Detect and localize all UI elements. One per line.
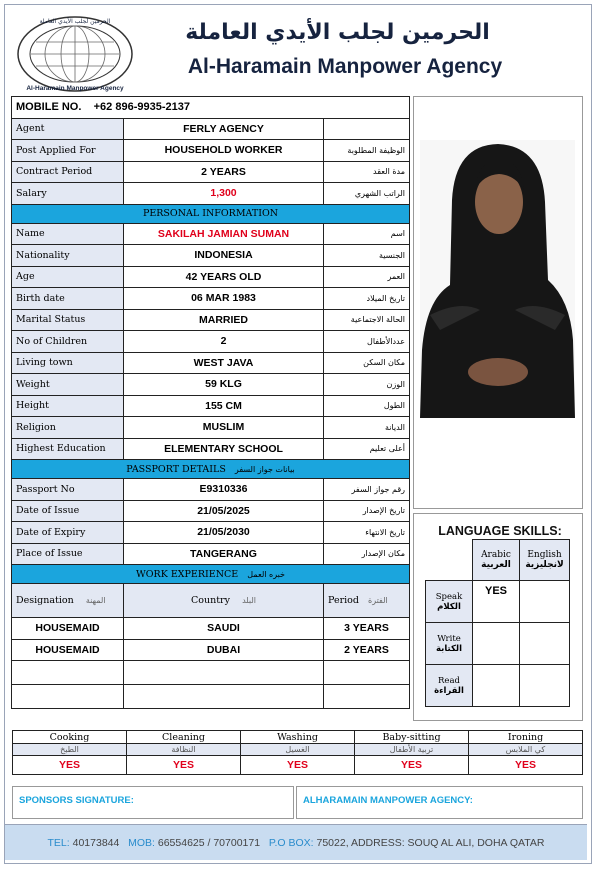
designation-value: HOUSEMAID [12, 618, 124, 640]
mob-value: 66554625 / 70700171 [157, 837, 261, 849]
household-skills-table [12, 730, 583, 775]
field-label-arabic: عددالأطفال [324, 331, 410, 353]
skill-label-english: Read [438, 675, 460, 686]
field-label: Place of Issue [12, 543, 124, 565]
english-value [520, 623, 570, 665]
pobox-value: 75022, ADDRESS: SOUQ AL ALI, DOHA QATAR [316, 837, 545, 849]
field-label-arabic: تاريخ الإصدار [324, 500, 410, 522]
skill-name-arabic: تربية الأطفال [355, 744, 469, 756]
skills-header-row [13, 731, 583, 744]
skill-name: Cleaning [127, 731, 241, 744]
skill-value: YES [241, 756, 355, 775]
passport-row [12, 522, 410, 544]
period-value: 3 YEARS [324, 618, 410, 640]
designation-value [12, 661, 124, 685]
skill-name-arabic: كي الملابس [469, 744, 583, 756]
pobox-label: P.O BOX: [268, 837, 314, 849]
field-value: 42 YEARS OLD [124, 266, 324, 288]
detail-row [12, 118, 410, 140]
passport-row [12, 500, 410, 522]
field-label: Contract Period [12, 161, 124, 183]
field-label: No of Children [12, 331, 124, 353]
section-header [12, 565, 410, 584]
work-header-row [12, 584, 410, 618]
sponsor-signature-box [12, 786, 294, 819]
personal-row [12, 309, 410, 331]
skill-name-arabic: الطبخ [13, 744, 127, 756]
section-title: WORK EXPERIENCE [136, 568, 239, 580]
section-header [12, 204, 410, 223]
sponsor-signature-label: SPONSORS SIGNATURE: [19, 795, 134, 806]
personal-row [12, 223, 410, 245]
passport-details-header [12, 460, 410, 479]
field-value: 155 CM [124, 395, 324, 417]
section-header [12, 460, 410, 479]
field-value: ELEMENTARY SCHOOL [124, 438, 324, 460]
skill-name: Washing [241, 731, 355, 744]
detail-row [12, 140, 410, 162]
column-header: Designation [16, 595, 74, 606]
field-value: 2 YEARS [124, 161, 324, 183]
mobile-label: MOBILE NO. [16, 101, 82, 114]
field-label-arabic: تاريخ الانتهاء [324, 522, 410, 544]
skill-value: YES [13, 756, 127, 775]
country-value: SAUDI [124, 618, 324, 640]
field-label: Height [12, 395, 124, 417]
detail-row [12, 183, 410, 205]
skills-value-row [13, 756, 583, 775]
personal-info-header: PERSONAL INFORMATION [12, 204, 410, 223]
mob-label: MOB: [128, 837, 155, 849]
column-header: Country [191, 595, 230, 606]
personal-row [12, 417, 410, 439]
section-title: PASSPORT DETAILS [126, 463, 226, 475]
skill-value: YES [355, 756, 469, 775]
period-value: 2 YEARS [324, 639, 410, 661]
arabic-column-header [473, 540, 520, 581]
field-label: Name [12, 223, 124, 245]
skill-name-arabic: الغسيل [241, 744, 355, 756]
arabic-value [473, 623, 520, 665]
field-value: INDONESIA [124, 245, 324, 267]
tel-value: 40173844 [72, 837, 120, 849]
column-header-arabic: لانجليزية [525, 560, 564, 570]
field-label-arabic: الراتب الشهري [324, 183, 410, 205]
passport-row [12, 479, 410, 501]
svg-text:الحرمين لجلب الأيدي العاملة: الحرمين لجلب الأيدي العاملة [39, 18, 111, 25]
blank-cell [426, 540, 473, 581]
language-row [426, 623, 570, 665]
salary-value: 1,300 [124, 183, 324, 205]
personal-row [12, 245, 410, 267]
detail-row [12, 161, 410, 183]
field-label-arabic: اسم [324, 223, 410, 245]
english-value [520, 665, 570, 707]
work-row [12, 618, 410, 640]
globe-logo-icon [16, 14, 134, 94]
designation-value: HOUSEMAID [12, 639, 124, 661]
english-column-header [520, 540, 570, 581]
column-header: Arabic [481, 550, 511, 560]
agency-title-arabic: الحرمين لجلب الأيدي العاملة [185, 20, 490, 45]
skill-name-arabic: النظافة [127, 744, 241, 756]
field-value: WEST JAVA [124, 352, 324, 374]
field-label-arabic: الحالة الاجتماعية [324, 309, 410, 331]
field-label: Date of Expiry [12, 522, 124, 544]
personal-row [12, 395, 410, 417]
name-value: SAKILAH JAMIAN SUMAN [124, 223, 324, 245]
field-label: Living town [12, 352, 124, 374]
field-value: MARRIED [124, 309, 324, 331]
field-label: Marital Status [12, 309, 124, 331]
field-label-arabic: الديانة [324, 417, 410, 439]
mobile-value: +62 896-9935-2137 [93, 101, 190, 114]
field-value: 2 [124, 331, 324, 353]
language-row [426, 665, 570, 707]
field-label-arabic: مدة العقد [324, 161, 410, 183]
personal-row [12, 374, 410, 396]
skill-label-arabic: الكلام [437, 601, 461, 612]
work-experience-header [12, 565, 410, 584]
field-label-arabic: الوظيفة المطلوبة [324, 140, 410, 162]
personal-row [12, 331, 410, 353]
field-value: 21/05/2030 [124, 522, 324, 544]
field-value: 59 KLG [124, 374, 324, 396]
personal-row [12, 288, 410, 310]
contact-footer [5, 824, 587, 860]
applicant-photo [420, 140, 575, 418]
field-label-arabic: الطول [324, 395, 410, 417]
agency-title-english: Al-Haramain Manpower Agency [187, 55, 503, 78]
mobile-row [12, 97, 410, 119]
language-skills-table [425, 539, 570, 707]
personal-row [12, 438, 410, 460]
column-header-arabic: الفترة [368, 596, 388, 605]
designation-value [12, 685, 124, 709]
personal-row [12, 266, 410, 288]
language-row [426, 581, 570, 623]
field-label-arabic: تاريخ الميلاد [324, 288, 410, 310]
column-header-arabic: العربية [481, 560, 511, 570]
column-header: English [527, 550, 562, 560]
skill-label [426, 581, 473, 623]
field-value: 21/05/2025 [124, 500, 324, 522]
field-label-arabic: رقم جواز السفر [324, 479, 410, 501]
field-label: Post Applied For [12, 140, 124, 162]
field-value: TANGERANG [124, 543, 324, 565]
skill-value: YES [469, 756, 583, 775]
section-title-arabic: بيانات جواز السفر [234, 464, 295, 474]
work-row [12, 685, 410, 709]
passport-row [12, 543, 410, 565]
skill-name: Baby-sitting [355, 731, 469, 744]
field-label-arabic: مكان الإصدار [324, 543, 410, 565]
field-label-arabic: أعلى تعليم [324, 438, 410, 460]
field-label-arabic [324, 118, 410, 140]
svg-text:Al-Haramain Manpower Agency: Al-Haramain Manpower Agency [26, 85, 124, 92]
field-value: FERLY AGENCY [124, 118, 324, 140]
english-value [520, 581, 570, 623]
skill-label [426, 623, 473, 665]
work-row [12, 639, 410, 661]
field-label: Date of Issue [12, 500, 124, 522]
country-value: DUBAI [124, 639, 324, 661]
field-label-arabic: العمر [324, 266, 410, 288]
period-value [324, 661, 410, 685]
designation-header [12, 584, 124, 618]
field-label: Age [12, 266, 124, 288]
field-label: Salary [12, 183, 124, 205]
column-header-arabic: البلد [242, 596, 256, 605]
field-label: Religion [12, 417, 124, 439]
period-header [324, 584, 410, 618]
column-header-arabic: المهنة [85, 596, 106, 605]
column-header: Period [328, 595, 359, 606]
field-value: E9310336 [124, 479, 324, 501]
language-skills-title: LANGUAGE SKILLS: [438, 524, 562, 538]
field-label-arabic: مكان السكن [324, 352, 410, 374]
personal-row [12, 352, 410, 374]
skill-name: Ironing [469, 731, 583, 744]
skill-name: Cooking [13, 731, 127, 744]
field-value: HOUSEHOLD WORKER [124, 140, 324, 162]
skill-value: YES [127, 756, 241, 775]
field-label: Weight [12, 374, 124, 396]
country-value [124, 661, 324, 685]
period-value [324, 685, 410, 709]
arabic-value: YES [473, 581, 520, 623]
tel-label: TEL: [47, 837, 70, 849]
country-value [124, 685, 324, 709]
field-label: Passport No [12, 479, 124, 501]
arabic-value [473, 665, 520, 707]
work-row [12, 661, 410, 685]
field-value: 06 MAR 1983 [124, 288, 324, 310]
field-label: Nationality [12, 245, 124, 267]
field-label: Agent [12, 118, 124, 140]
section-title-arabic: خبره العمل [247, 569, 285, 579]
agency-signature-box [296, 786, 583, 819]
country-header [124, 584, 324, 618]
field-label-arabic: الجنسية [324, 245, 410, 267]
skills-arabic-row [13, 744, 583, 756]
field-value: MUSLIM [124, 417, 324, 439]
field-label-arabic: الوزن [324, 374, 410, 396]
skill-label-arabic: القراءة [434, 685, 464, 696]
skill-label-english: Write [437, 633, 461, 644]
agency-signature-label: ALHARAMAIN MANPOWER AGENCY: [303, 795, 473, 806]
skill-label [426, 665, 473, 707]
language-header-row [426, 540, 570, 581]
skill-label-english: Speak [435, 591, 463, 602]
applicant-details-table [11, 96, 410, 709]
field-label: Highest Education [12, 438, 124, 460]
person-silhouette-icon [420, 140, 575, 418]
skill-label-arabic: الكتابة [435, 643, 463, 654]
field-label: Birth date [12, 288, 124, 310]
